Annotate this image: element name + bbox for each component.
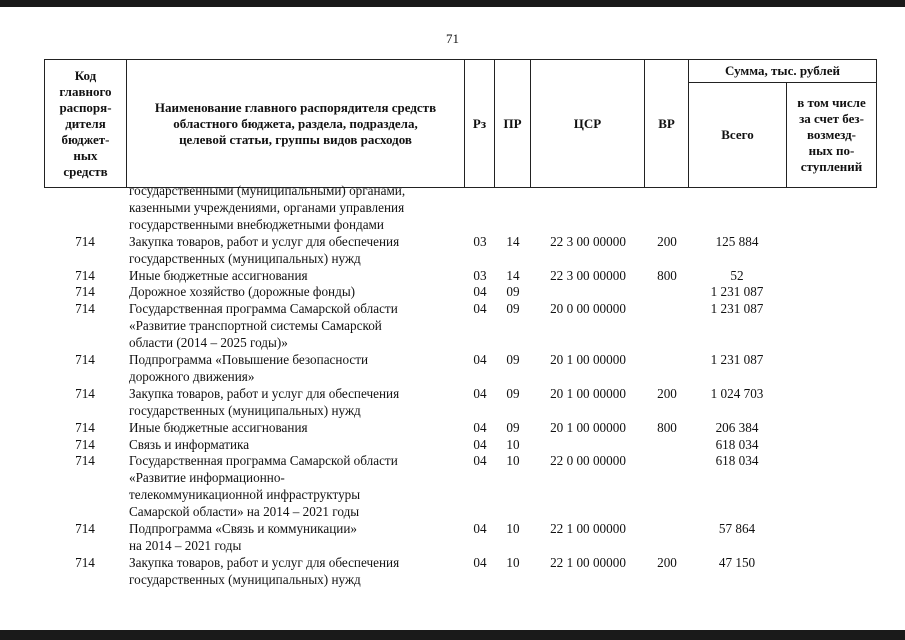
cell-pr: 10 [506,554,520,570]
cell-pr: 14 [506,233,520,249]
cell-rz: 03 [473,233,487,249]
cell-name-line: государственных (муниципальных) нужд [129,571,361,587]
header-sum: Сумма, тыс. рублей [725,63,840,78]
cell-csr: 20 0 00 00000 [550,301,626,317]
cell-code: 714 [75,233,95,249]
cell-vr: 200 [657,554,677,570]
cell-name-line: Самарской области» на 2014 – 2021 годы [129,504,360,520]
cell-total: 1 024 703 [710,385,764,401]
cell-pr: 14 [506,267,520,283]
header-csr: ЦСР [573,115,602,131]
cell-code: 714 [75,352,95,367]
cell-rz: 04 [473,352,487,367]
cell-pr: 09 [506,284,520,300]
cell-rz: 04 [473,301,487,317]
cell-csr: 22 0 00 00000 [550,453,626,469]
header-total: Всего [721,127,754,142]
cell-pr: 10 [506,521,520,536]
cell-name-line: области (2014 – 2025 годы)» [129,335,288,351]
cell-csr: 22 1 00 00000 [550,554,626,570]
cell-name-line: Закупка товаров, работ и услуг для обеспечения [129,233,400,249]
header-rz: Рз [472,115,487,131]
cell-code: 714 [75,554,95,570]
scan-bottom-border [0,630,905,640]
cell-name-line: Закупка товаров, работ и услуг для обеспечения [129,385,400,401]
cell-name-line: Связь и информатика [129,436,250,452]
cell-rz: 04 [473,453,487,469]
cell-name-line: государственными внебюджетными фондами [129,216,384,232]
cell-total: 1 231 087 [710,352,764,367]
cell-name-line: «Развитие информационно- [129,470,285,486]
header-pr: ПР [503,115,522,131]
cell-pr: 09 [506,419,520,435]
cell-name-line: на 2014 – 2021 годы [129,537,242,553]
cell-vr: 200 [657,233,677,249]
page-number: 71 [446,31,459,46]
header-incl: в том числе за счет без- возмезд- ных по- ступлений [797,95,866,174]
cell-rz: 04 [473,436,487,452]
scan-top-border [0,0,905,7]
cell-code: 714 [75,521,95,536]
cell-total: 206 384 [715,419,759,435]
cell-rz: 03 [473,267,487,283]
cell-code: 714 [75,419,95,435]
cell-code: 714 [75,385,95,401]
header-name: Наименование главного распорядителя средств областного бюджета, раздела, подраздела, целевой статьи, группы видов расходов [154,99,437,147]
cell-rz: 04 [473,419,487,435]
cell-pr: 10 [506,453,520,469]
cell-csr: 20 1 00 00000 [550,352,626,367]
cell-name-line: Закупка товаров, работ и услуг для обеспечения [129,554,400,570]
cell-csr: 22 3 00 00000 [550,233,626,249]
cell-total: 57 864 [718,521,756,536]
cell-total: 1 231 087 [710,301,764,317]
cell-rz: 04 [473,385,487,401]
cell-pr: 09 [506,301,520,317]
cell-rz: 04 [473,284,487,300]
cell-total: 618 034 [715,453,759,469]
cell-name-line: Государственная программа Самарской области [129,301,398,317]
cell-name-line: государственных (муниципальных) нужд [129,250,361,266]
cell-name-line: государственных (муниципальных) нужд [129,402,361,418]
cell-csr: 22 1 00 00000 [550,521,626,536]
cell-code: 714 [75,453,95,469]
cell-total: 1 231 087 [710,284,764,300]
cell-name-line: Государственная программа Самарской области [129,453,398,469]
cell-rz: 04 [473,521,487,536]
cell-pr: 09 [506,385,520,401]
cell-vr: 200 [657,385,677,401]
cell-csr: 22 3 00 00000 [550,267,626,283]
cell-code: 714 [75,284,95,300]
cell-name-line: государственными (муниципальными) органами, [129,183,406,198]
cell-csr: 20 1 00 00000 [550,385,626,401]
cell-code: 714 [75,436,95,452]
header-vr: ВР [658,115,675,131]
cell-name-line: «Развитие транспортной системы Самарской [129,318,382,334]
cell-name-line: Иные бюджетные ассигнования [129,267,308,283]
cell-pr: 10 [506,436,520,452]
cell-name-line: казенными учреждениями, органами управления [129,199,405,215]
cell-total: 52 [730,267,744,283]
cell-name-line: Подпрограмма «Связь и коммуникации» [129,521,357,536]
cell-total: 47 150 [718,554,756,570]
header-code: Код главного распоря- дителя бюджет- ных средств [59,67,112,179]
cell-name-line: Иные бюджетные ассигнования [129,419,308,435]
cell-name-line: дорожного движения» [129,368,255,384]
cell-name-line: Подпрограмма «Повышение безопасности [129,352,369,367]
cell-csr: 20 1 00 00000 [550,419,626,435]
cell-name-line: телекоммуникационной инфраструктуры [129,487,361,503]
cell-vr: 800 [657,267,677,283]
cell-vr: 800 [657,419,677,435]
cell-code: 714 [75,267,95,283]
cell-code: 714 [75,301,95,317]
cell-name-line: Дорожное хозяйство (дорожные фонды) [129,284,356,300]
cell-total: 618 034 [715,436,759,452]
cell-rz: 04 [473,554,487,570]
cell-total: 125 884 [715,233,759,249]
cell-pr: 09 [506,352,520,367]
